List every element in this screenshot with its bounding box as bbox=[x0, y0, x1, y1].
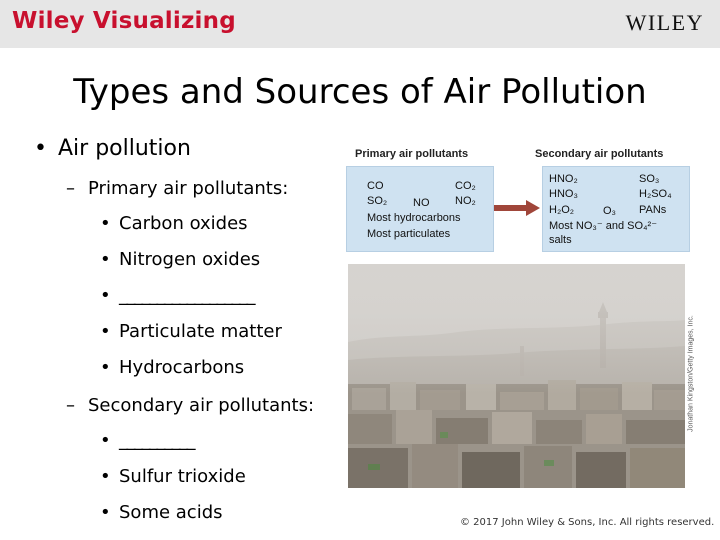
co-label: CO bbox=[367, 180, 384, 192]
slide-title: Types and Sources of Air Pollution bbox=[73, 72, 647, 112]
bullet-text: Air pollution bbox=[58, 136, 191, 161]
bullet-text: Particulate matter bbox=[119, 321, 282, 342]
primary-header: Primary air pollutants bbox=[355, 148, 469, 160]
bullet-text: Sulfur trioxide bbox=[119, 466, 246, 487]
dash-marker: – bbox=[66, 178, 75, 199]
no-label: NO bbox=[413, 197, 430, 209]
hno3-label: HNO₃ bbox=[549, 188, 578, 200]
hno2-label: HNO₂ bbox=[549, 173, 578, 185]
blank-line: __________ bbox=[119, 430, 194, 451]
so3-label: SO₃ bbox=[639, 173, 660, 185]
secondary-pollutants-box bbox=[542, 166, 690, 252]
salts-label-line2: salts bbox=[549, 234, 572, 246]
bullet-marker: • bbox=[100, 466, 111, 487]
particulates-label: Most particulates bbox=[367, 228, 451, 240]
co2-label: CO₂ bbox=[455, 180, 476, 192]
header-bar bbox=[0, 0, 720, 48]
blank-line: __________________ bbox=[119, 285, 254, 306]
no2-label: NO₂ bbox=[455, 195, 476, 207]
smog-city-photo bbox=[348, 264, 685, 488]
bullet-marker: • bbox=[100, 213, 111, 234]
bullet-marker: • bbox=[100, 285, 111, 306]
smog-city-illustration bbox=[348, 264, 685, 488]
arrow-icon bbox=[494, 200, 540, 216]
so2-label: SO₂ bbox=[367, 195, 388, 207]
bullet-text: Some acids bbox=[119, 502, 223, 523]
hydrocarbons-label: Most hydrocarbons bbox=[367, 212, 461, 224]
arrow-shape bbox=[494, 200, 540, 216]
photo-credit bbox=[684, 270, 698, 488]
o3-label: O₃ bbox=[603, 205, 617, 217]
dash-marker: – bbox=[66, 395, 75, 416]
bullet-marker: • bbox=[100, 249, 111, 270]
bullet-text: Carbon oxides bbox=[119, 213, 248, 234]
h2o2-label: H₂O₂ bbox=[549, 204, 575, 216]
primary-pollutants-box bbox=[346, 166, 494, 252]
copyright-notice: © 2017 John Wiley & Sons, Inc. All rights reserved. bbox=[460, 517, 715, 528]
salts-label: Most NO₃⁻ and SO₄²⁻ bbox=[549, 220, 657, 232]
bullet-marker: • bbox=[34, 136, 47, 161]
bullet-text: Hydrocarbons bbox=[119, 357, 245, 378]
bullet-text: Nitrogen oxides bbox=[119, 249, 261, 270]
bullet-marker: • bbox=[100, 502, 111, 523]
bullet-marker: • bbox=[100, 430, 111, 451]
bullet-text: Primary air pollutants: bbox=[88, 178, 289, 199]
bullet-text: Secondary air pollutants: bbox=[88, 395, 315, 416]
bullet-marker: • bbox=[100, 321, 111, 342]
photo-credit-text: Jonathan Kingston/Getty Images, Inc. bbox=[687, 315, 695, 432]
wiley-visualizing-logo: Wiley Visualizing bbox=[12, 8, 236, 34]
wiley-logo: WILEY bbox=[625, 10, 704, 35]
pollutants-figure bbox=[346, 144, 690, 256]
pans-label: PANs bbox=[639, 204, 667, 216]
secondary-header: Secondary air pollutants bbox=[535, 148, 664, 160]
bullet-marker: • bbox=[100, 357, 111, 378]
h2so4-label: H₂SO₄ bbox=[639, 188, 672, 200]
